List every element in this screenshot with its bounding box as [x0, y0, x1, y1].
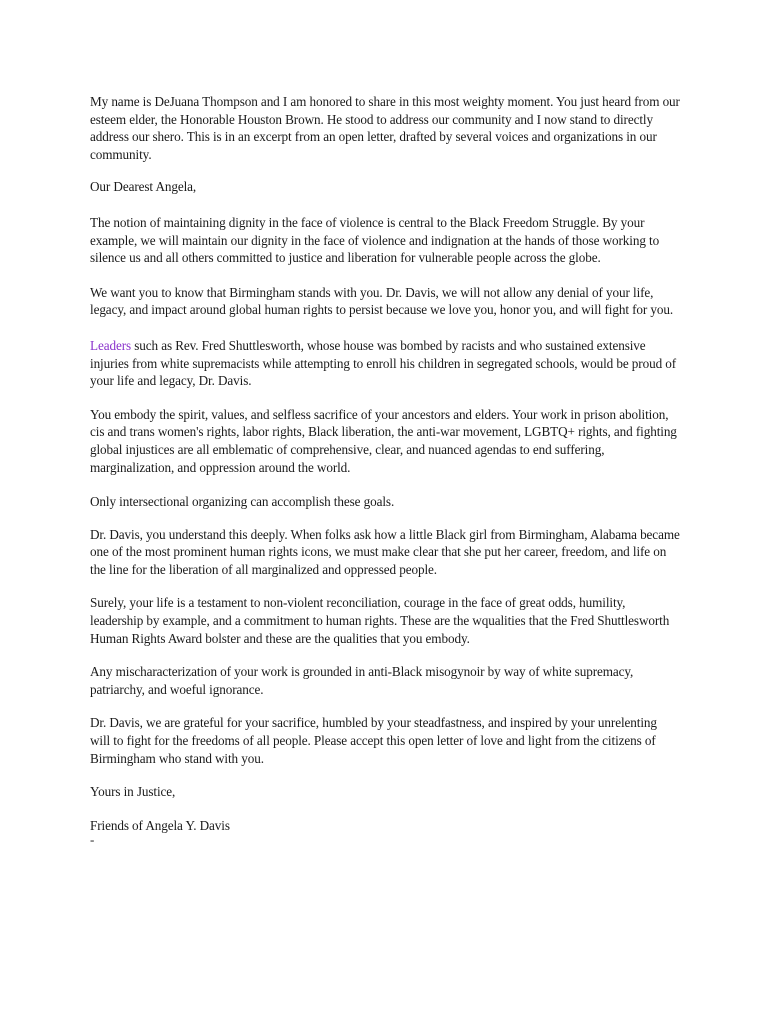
- paragraph-understand: Dr. Davis, you understand this deeply. When folks ask how a little Black girl from Birmingham, Alabama became one of the most prominent human rights icons, we must make clear that she put her career, freedom, and life on the line for the liberation of all marginalized and oppressed people.: [90, 526, 680, 577]
- leaders-link[interactable]: Leaders: [90, 337, 132, 353]
- paragraph-leaders-text: such as Rev. Fred Shuttlesworth, whose house was bombed by racists and who sustained extensive injuries from white supremacists while attempting to enroll his children in segregated schools, would be proud of your life and legacy, Dr. Davis.: [90, 337, 677, 389]
- salutation: Our Dearest Angela,: [90, 179, 197, 195]
- paragraph-embody: You embody the spirit, values, and selfless sacrifice of your ancestors and elders. Your work in prison abolition, cis and trans women's rights, labor rights, Black liberation, the anti-war movement, LGBTQ+ rights, and fighting global injustices are all emblematic of comprehensive, clear, and nuanced agendas to end suffering, marginalization, and oppression around the world.: [90, 406, 677, 475]
- paragraph-mischaracterization: Any mischaracterization of your work is grounded in anti-Black misogynoir by way of white supremacy, patriarchy, and woeful ignorance.: [90, 664, 634, 697]
- paragraph-testament: Surely, your life is a testament to non-violent reconciliation, courage in the face of great odds, humility, leadership by example, and a commitment to human rights. These are the wqualities that the Fred Shuttlesworth Human Rights Award bolster and these are the qualities that you embody.: [90, 595, 670, 646]
- paragraph-leaders: [90, 337, 680, 390]
- signature: Friends of Angela Y. Davis: [90, 817, 230, 833]
- trailing-mark: -: [90, 832, 95, 848]
- paragraph-dignity: The notion of maintaining dignity in the face of violence is central to the Black Freedom Struggle. By your example, we will maintain our dignity in the face of violence and indignation at the hands of those working to silence us and all others committed to justice and liberation for vulnerable people across the globe.: [90, 214, 660, 266]
- intro-paragraph: My name is DeJuana Thompson and I am honored to share in this most weighty moment. You just heard from our esteem elder, the Honorable Houston Brown. He stood to address our community and I now stand to directly address our shero. This is in an excerpt from an open letter, drafted by several voices and organizations in our community.: [90, 94, 680, 162]
- paragraph-intersectional: Only intersectional organizing can accomplish these goals.: [90, 494, 395, 510]
- paragraph-grateful: Dr. Davis, we are grateful for your sacrifice, humbled by your steadfastness, and inspired by your unrelenting will to fight for the freedoms of all people. Please accept this open letter of love and light from the citizens of Birmingham who stand with you.: [90, 715, 657, 766]
- letter-body: [90, 93, 680, 846]
- closing: Yours in Justice,: [90, 784, 176, 800]
- paragraph-birmingham-stands: We want you to know that Birmingham stands with you. Dr. Davis, we will not allow any denial of your life, legacy, and impact around global human rights to persist because we love you, honor you, and will fight for you.: [90, 284, 674, 318]
